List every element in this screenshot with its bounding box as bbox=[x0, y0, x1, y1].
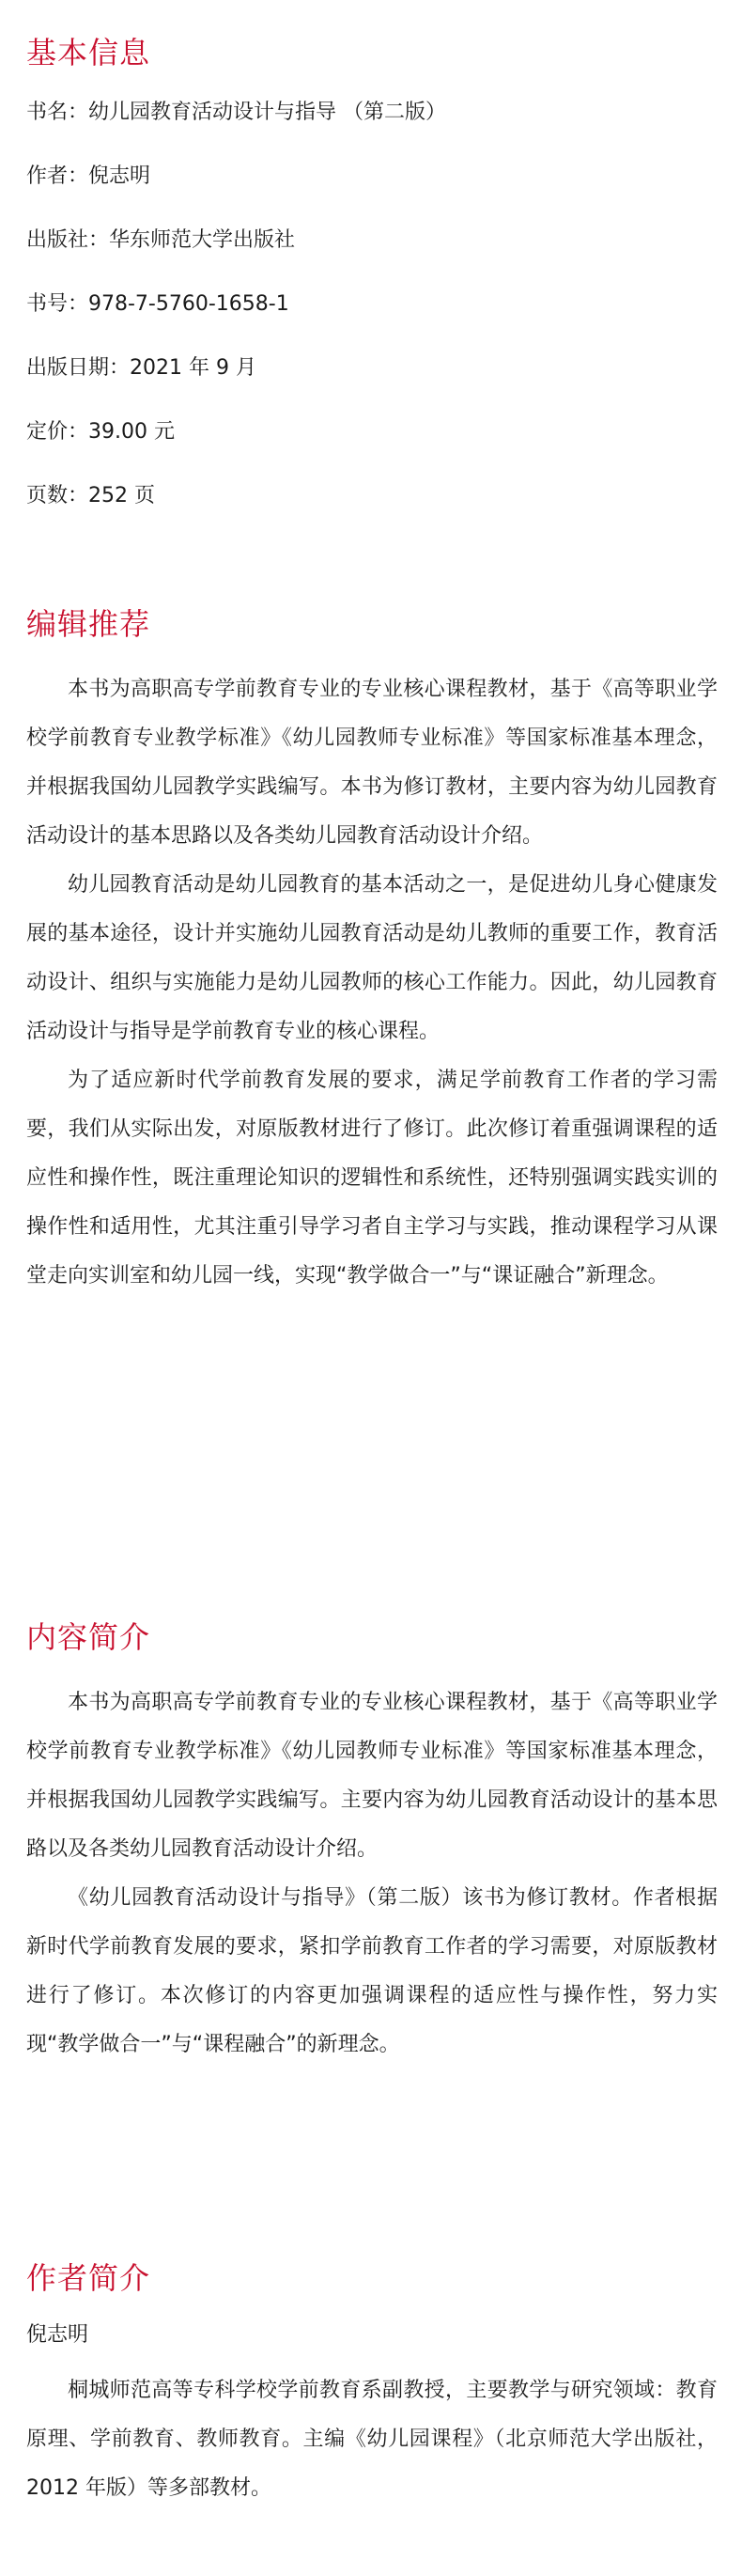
author-bio-body bbox=[26, 2366, 718, 2513]
author-name: 倪志明 bbox=[26, 2323, 89, 2347]
editor-recommendation-heading: 编辑推荐 bbox=[26, 606, 151, 642]
editor-recommendation-body bbox=[26, 665, 718, 1301]
info-row-title: 书名：幼儿园教育活动设计与指导 （第二版） bbox=[26, 101, 446, 124]
content-summary-section bbox=[26, 1618, 718, 2069]
editor-paragraph: 幼儿园教育活动是幼儿园教育的基本活动之一，是促进幼儿身心健康发展的基本途径，设计并实施幼儿园教育活动是幼儿教师的重要工作，教育活动设计、组织与实施能力是幼儿园教师的核心工作能力。因此，幼儿园教育活动设计与指导是学前教育专业的核心课程。 bbox=[26, 873, 718, 1043]
content-paragraph: 《幼儿园教育活动设计与指导》（第二版）该书为修订教材。作者根据新时代学前教育发展的要求，紧扣学前教育工作者的学习需要，对原版教材进行了修订。本次修订的内容更加强调课程的适应性与操作性，努力实现“教学做合一”与“课程融合”的新理念。 bbox=[26, 1886, 718, 2056]
info-row-publish-date: 出版日期：2021 年 9 月 bbox=[26, 356, 256, 380]
editor-recommendation-section bbox=[26, 605, 718, 1301]
info-row-isbn: 书号：978-7-5760-1658-1 bbox=[26, 292, 289, 316]
author-intro-section bbox=[26, 2259, 718, 2513]
editor-paragraph: 本书为高职高专学前教育专业的专业核心课程教材，基于《高等职业学校学前教育专业教学标准》《幼儿园教师专业标准》等国家标准基本理念，并根据我国幼儿园教学实践编写。本书为修订教材，主要内容为幼儿园教育活动设计的基本思路以及各类幼儿园教育活动设计介绍。 bbox=[26, 678, 718, 848]
info-row-pages: 页数：252 页 bbox=[26, 484, 155, 507]
basic-info-list bbox=[26, 99, 718, 510]
basic-info-heading: 基本信息 bbox=[26, 35, 151, 70]
basic-info-section bbox=[26, 34, 718, 546]
content-summary-heading: 内容简介 bbox=[26, 1619, 151, 1655]
editor-paragraph: 为了适应新时代学前教育发展的要求，满足学前教育工作者的学习需要，我们从实际出发，对原版教材进行了修订。此次修订着重强调课程的适应性和操作性，既注重理论知识的逻辑性和系统性，还特别强调实践实训的操作性和适用性，尤其注重引导学习者自主学习与实践，推动课程学习从课堂走向实训室和幼儿园一线，实现“教学做合一”与“课证融合”新理念。 bbox=[26, 1069, 718, 1288]
content-paragraph: 本书为高职高专学前教育专业的专业核心课程教材，基于《高等职业学校学前教育专业教学标准》《幼儿园教师专业标准》等国家标准基本理念，并根据我国幼儿园教学实践编写。主要内容为幼儿园教育活动设计的基本思路以及各类幼儿园教育活动设计介绍。 bbox=[26, 1691, 718, 1861]
content-summary-body bbox=[26, 1678, 718, 2069]
info-row-price: 定价：39.00 元 bbox=[26, 420, 175, 444]
info-row-author: 作者：倪志明 bbox=[26, 164, 151, 188]
info-row-publisher: 出版社：华东师范大学出版社 bbox=[26, 228, 296, 252]
author-intro-heading: 作者简介 bbox=[26, 2260, 151, 2296]
author-bio-paragraph: 桐城师范高等专科学校学前教育系副教授，主要教学与研究领域：教育原理、学前教育、教师教育。主编《幼儿园课程》（北京师范大学出版社，2012 年版）等多部教材。 bbox=[26, 2379, 718, 2500]
